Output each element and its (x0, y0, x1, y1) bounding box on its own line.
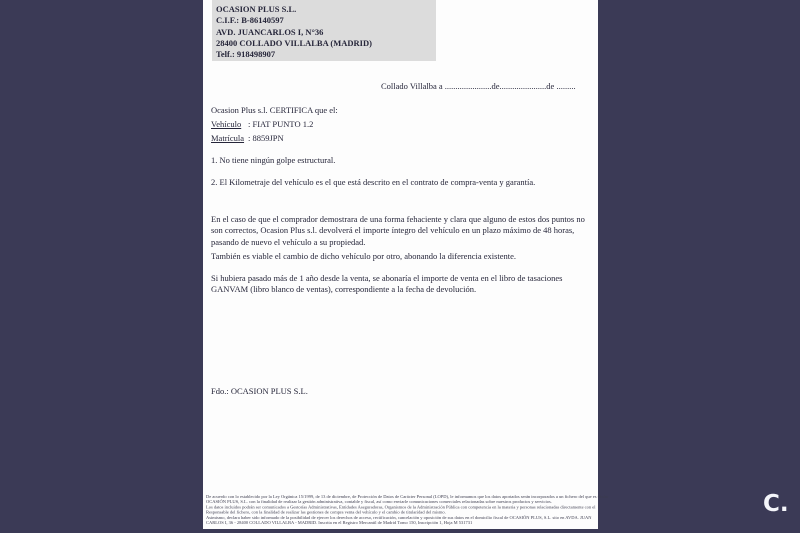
exchange-paragraph: También es viable el cambio de dicho vehículo por otro, abonando la diferencia existente. (211, 251, 517, 261)
vehicle-separator: : (248, 119, 253, 129)
company-phone: Telf.: 918498907 (216, 49, 276, 60)
company-cif: C.I.F.: B-86140597 (216, 15, 284, 26)
plate-value: 8859JPN (252, 133, 284, 143)
company-city: 28400 COLLADO VILLALBA (MADRID) (216, 37, 372, 48)
legal-line: De acuerdo con lo establecido por la Ley Orgánica 15/1999, de 13 de diciembre, de Protección de Datos de Carácter Personal (LOPD), le informamos que los datos aportados serán incorporados a un fichero del que es titular (206, 494, 609, 499)
legal-line: Responsable del fichero, con la finalidad de realizar las gestiones de compra venta del vehículo y el cambio de titularidad del mismo. (206, 509, 446, 515)
legal-line: CARLOS I, 36 - 28400 COLLADO VILLALBA - MADRID. Inscrita en el Registro Mercantil de Madrid Tomo 150, Inscripción 1, Hoja M 531731 (206, 520, 473, 526)
clause-point-2: 2. El Kilometraje del vehículo es el que está descrito en el contrato de compra-venta y garantía. (211, 177, 536, 187)
legal-line: OCASIÓN PLUS, S.L. con la finalidad de realizar la gestión administrativa, contable y fiscal, así como enviarle comunicaciones comerciales relacionadas sobre nuestros productos y servicios. (206, 499, 552, 505)
legal-line: Asimismo, declara haber sido informado de la posibilidad de ejercer los derechos de acceso, rectificación, cancelación y oposición de sus datos en el domicilio fiscal de OCASIÓN PLUS, S.L. sito en AVDA. JUAN (206, 514, 592, 520)
company-address: AVD. JUANCARLOS I, N°36 (216, 26, 324, 37)
legal-fine-print (206, 494, 609, 526)
refund-paragraph: En el caso de que el comprador demostrara de una forma fehaciente y clara que alguno de estos dos puntos no son correctos, Ocasion Plus s.l. devolverá el importe íntegro del vehículo en un plazo máximo de 48 horas, pasando de nuevo el vehículo a su propiedad. (211, 214, 585, 247)
plate-label-wrap (211, 133, 248, 143)
signature-line: Fdo.: OCASION PLUS S.L. (211, 386, 308, 396)
certifies-line: Ocasion Plus s.l. CERTIFICA que el: (211, 105, 338, 115)
vehicle-label: Vehículo (211, 119, 242, 129)
plate-separator: : (248, 133, 253, 143)
company-name: OCASION PLUS S.L. (216, 4, 297, 14)
certificate-document (203, 0, 609, 529)
clause-point-1: 1. No tiene ningún golpe estructural. (211, 155, 336, 165)
plate-label: Matrícula (211, 133, 245, 143)
date-line: Collado Villalba a ......................de......................de ......... (381, 81, 576, 91)
company-letterhead (212, 0, 436, 61)
vehicle-line (211, 119, 313, 129)
ganvam-paragraph: Si hubiera pasado más de 1 año desde la venta, se abonaría el importe de venta en el libro de tasaciones GANVAM (libro blanco de ventas), correspondiente a la fecha de devolución. (211, 273, 563, 295)
vehicle-value: FIAT PUNTO 1.2 (252, 119, 314, 129)
legal-line: Los datos incluidos podrán ser comunicados a Gestorías Administrativas, Entidades Aseguradoras, Organismos de la Administración Pública con competencia en la materia y personas relacionadas directamente con el (206, 504, 596, 510)
plate-line (211, 133, 284, 143)
vehicle-label-wrap (211, 119, 248, 129)
coches-watermark-logo: C. (763, 491, 789, 517)
